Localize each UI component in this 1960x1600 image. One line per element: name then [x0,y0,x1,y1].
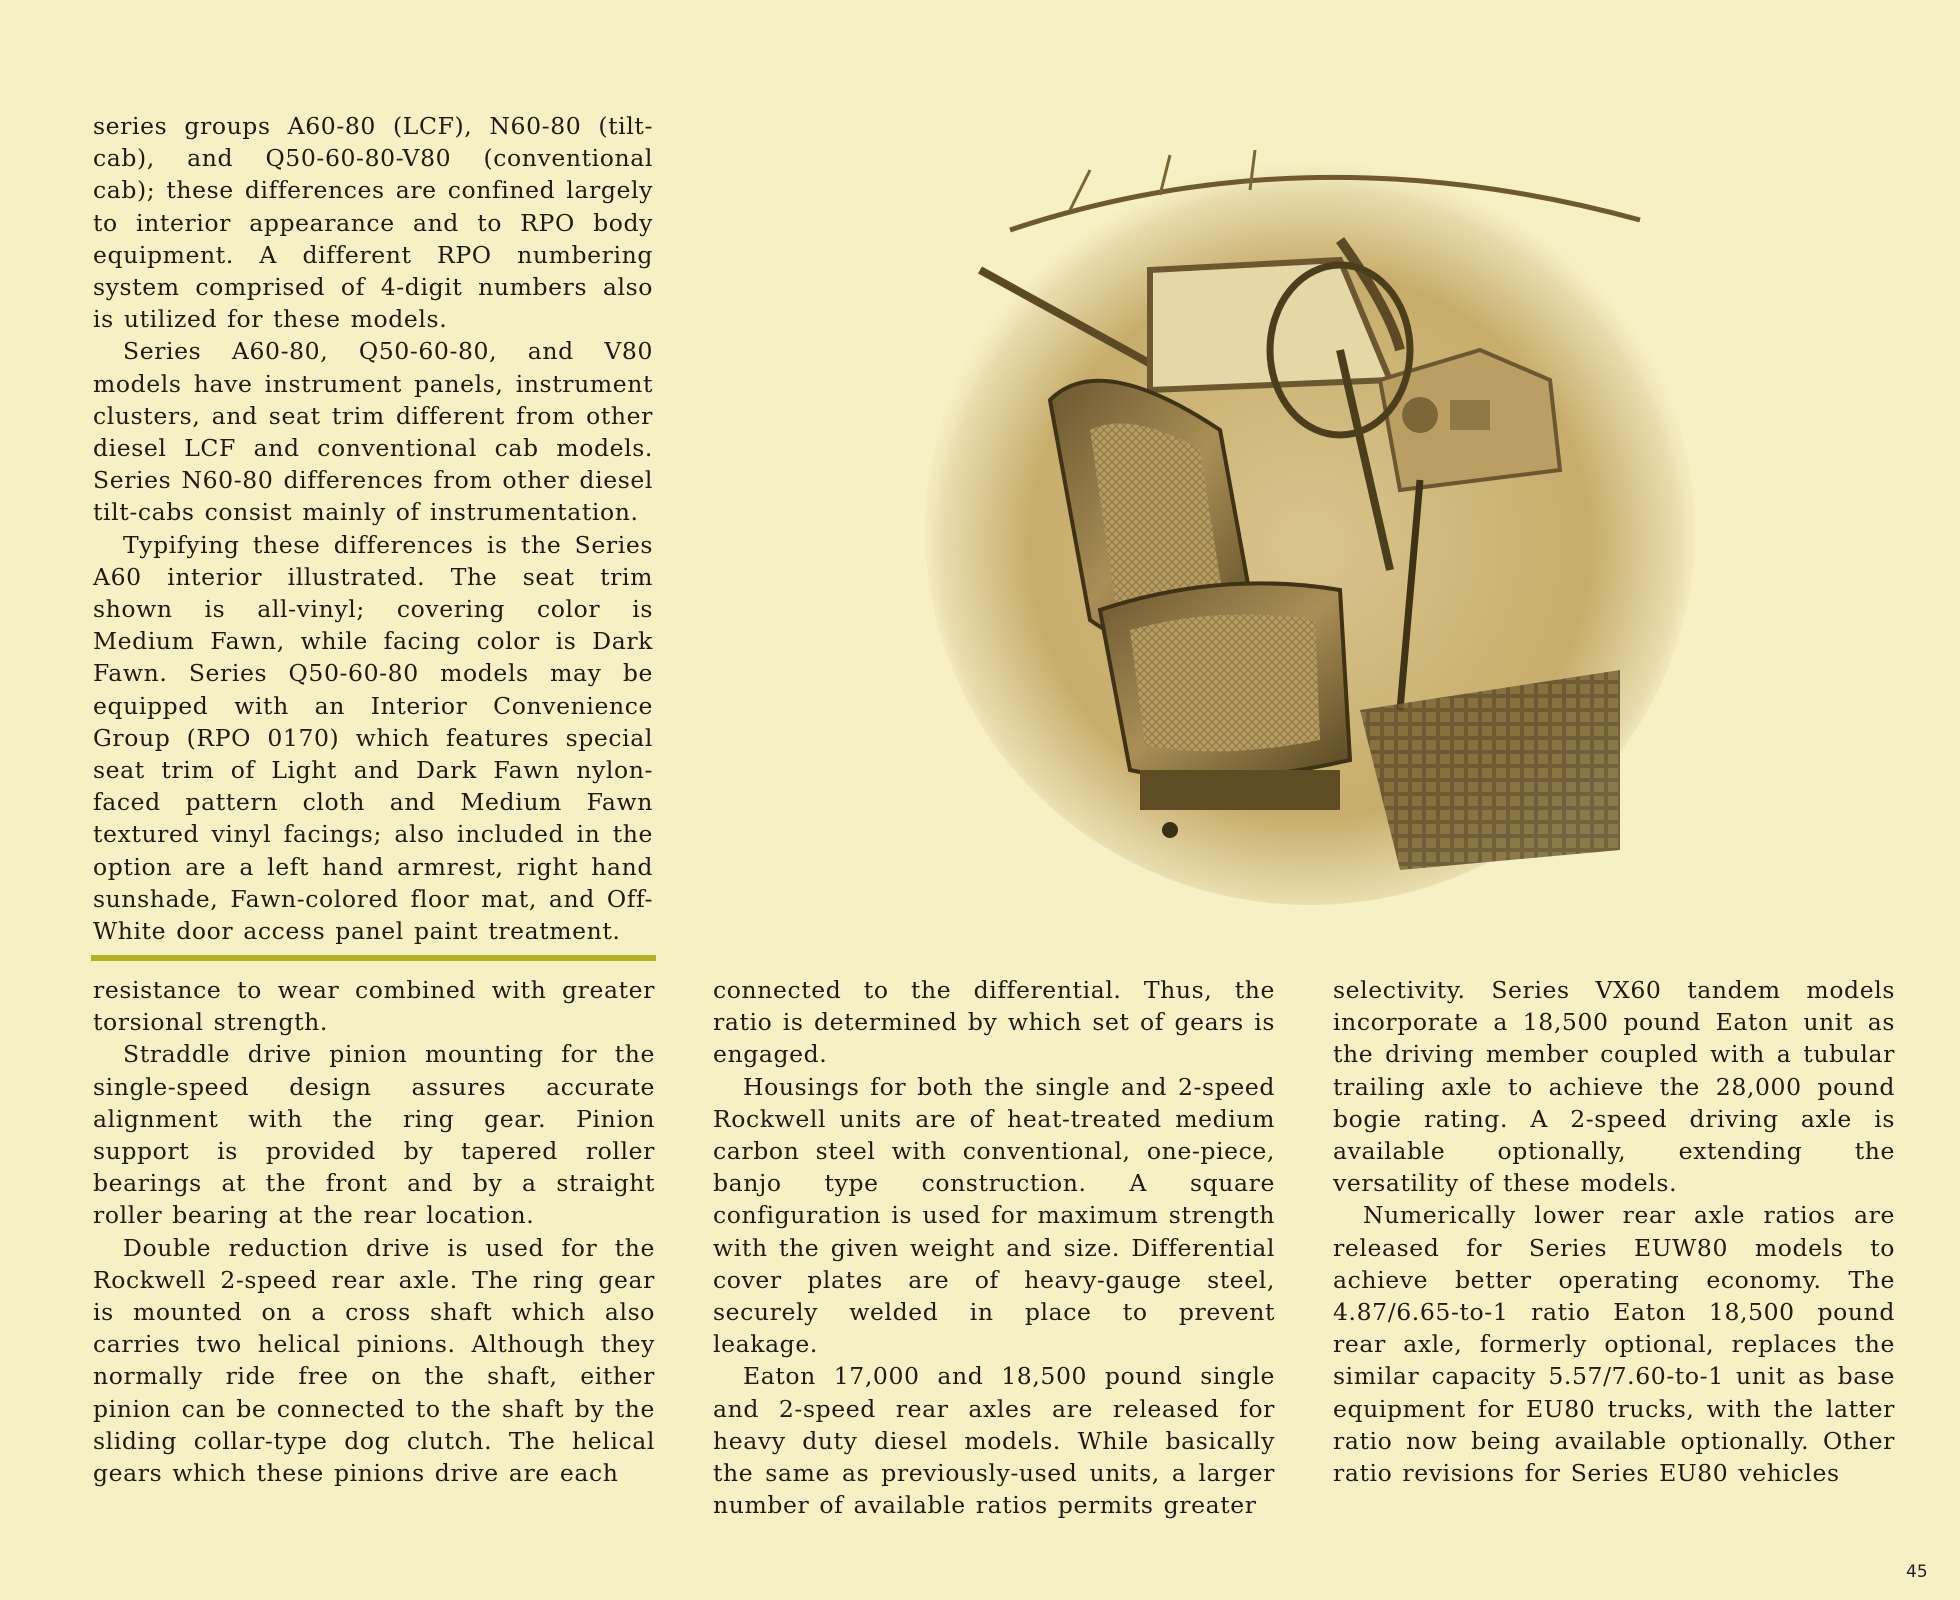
section-divider-rule [91,955,656,961]
col1-paragraph-3: Double reduction drive is used for the Rockwell 2-speed rear axle. The ring gear is mounted on a cross shaft which also carries two helical pinions. Although they normally ride free on the shaft, either pinion can be connected to the shaft by the sliding collar-type dog clutch. The helical gears which these pinions drive are each [93,1233,655,1488]
intro-text-block [93,110,653,947]
col1-paragraph-1: resistance to wear combined with greater torsional strength. [93,976,655,1037]
column-3 [1333,974,1895,1489]
column-2 [713,974,1275,1521]
col2-paragraph-1: connected to the differential. Thus, the ratio is determined by which set of gears is engaged. [713,976,1275,1069]
intro-paragraph-3: Typifying these differences is the Series A60 interior illustrated. The seat trim shown is all-vinyl; covering color is Medium Fawn, while facing color is Dark Fawn. Series Q50-60-80 models may be equipped with an Interior Convenience Group (RPO 0170) which features special seat trim of Light and Dark Fawn nylon-faced pattern cloth and Medium Fawn textured vinyl facings; also included in the option are a left hand armrest, right hand sunshade, Fawn-colored floor mat, and Off-White door access panel paint treatment. [93,530,653,946]
column-1 [93,974,655,1489]
intro-paragraph-1: series groups A60-80 (LCF), N60-80 (tilt-cab), and Q50-60-80-V80 (conventional cab); these differences are confined largely to interior appearance and to RPO body equipment. A different RPO numbering system comprised of 4-digit numbers also is utilized for these models. [93,112,653,334]
col3-paragraph-1: selectivity. Series VX60 tandem models incorporate a 18,500 pound Eaton unit as the driving member coupled with a tubular trailing axle to achieve the 28,000 pound bogie rating. A 2-speed driving axle is available optionally, extending the versatility of these models. [1333,976,1895,1198]
intro-paragraph-2: Series A60-80, Q50-60-80, and V80 models have instrument panels, instrument clusters, and seat trim different from other diesel LCF and conventional cab models. Series N60-80 differences from other diesel tilt-cabs consist mainly of instrumentation. [93,337,653,527]
cab-interior-illustration [920,150,1700,910]
page-number: 45 [1906,1562,1928,1582]
col1-paragraph-2: Straddle drive pinion mounting for the single-speed design assures accurate alignment with the ring gear. Pinion support is provided by tapered roller bearings at the front and by a straight roller bearing at the rear location. [93,1040,655,1230]
col3-paragraph-2: Numerically lower rear axle ratios are released for Series EUW80 models to achieve better operating economy. The 4.87/6.65-to-1 ratio Eaton 18,500 pound rear axle, formerly optional, replaces the similar capacity 5.57/7.60-to-1 unit as base equipment for EU80 trucks, with the latter ratio now being available optionally. Other ratio revisions for Series EU80 vehicles [1333,1201,1895,1488]
col2-paragraph-2: Housings for both the single and 2-speed Rockwell units are of heat-treated medium carbon steel with conventional, one-piece, banjo type construction. A square configuration is used for maximum strength with the given weight and size. Differential cover plates are of heavy-gauge steel, securely welded in place to prevent leakage. [713,1072,1275,1359]
cab-interior-drawing [920,150,1700,910]
col2-paragraph-3: Eaton 17,000 and 18,500 pound single and 2-speed rear axles are released for heavy duty diesel models. While basically the same as previously-used units, a larger number of available ratios permits greater [713,1362,1275,1520]
